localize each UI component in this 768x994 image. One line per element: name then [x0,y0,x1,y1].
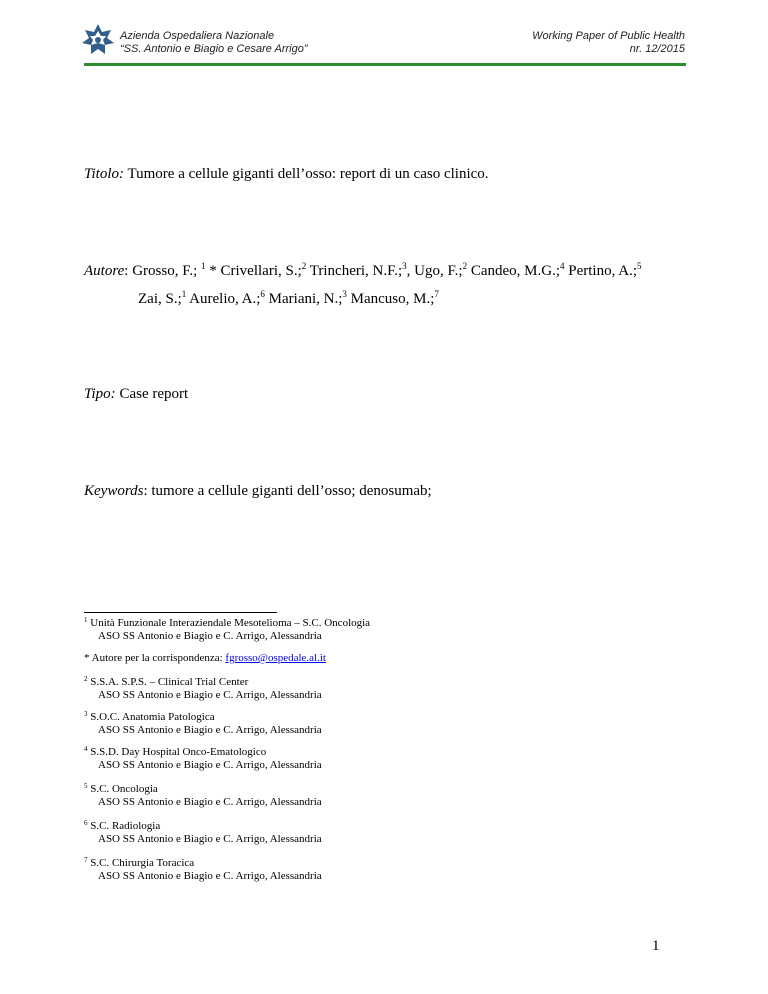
affiliation-ref: 3 [402,261,407,271]
author-text: , Ugo, F.; [406,263,463,279]
authors-label: Autore [84,263,125,279]
footnote-unit: Unità Funzionale Interaziendale Mesotelioma – S.C. Oncologia [87,617,371,629]
series-name: Working Paper of Public Health [532,30,685,42]
footnote-number: 3 [84,710,88,718]
series-number: nr. 12/2015 [629,43,685,55]
affiliation-ref: 2 [462,261,468,271]
author-text: Zai, S.; [138,291,182,307]
footnote-number: 5 [84,782,88,790]
keywords-label: Keywords [84,483,144,499]
footnote-unit: S.C. Radiologia [87,820,161,832]
footnote-number: 2 [84,675,88,683]
header-series [532,30,685,56]
footnote-7 [84,857,322,883]
footnote-4 [84,746,322,772]
footnote-institution: ASO SS Antonio e Biagio e C. Arrigo, Alessandria [98,724,322,736]
footnote-institution: ASO SS Antonio e Biagio e C. Arrigo, Alessandria [98,689,322,701]
affiliation-ref: 5 [637,261,642,271]
footnote-unit: S.C. Oncologia [87,783,158,795]
corresponding-label: * Autore per la corrispondenza: [84,652,226,664]
author-text: * Crivellari, S.; [205,263,302,279]
title-label: Titolo: [84,166,125,182]
footnote-number: 7 [84,856,88,864]
keywords-text: : tumore a cellule giganti dell’osso; denosumab; [143,483,432,499]
author-text: Trincheri, N.F.; [306,263,403,279]
footnote-number: 1 [84,616,88,624]
footnote-1 [84,617,370,643]
footnote-institution: ASO SS Antonio e Biagio e C. Arrigo, Alessandria [98,796,322,808]
type-label: Tipo: [84,386,116,402]
author-text: Aurelio, A.; [186,291,261,307]
author-text: Mariani, N.; [264,291,343,307]
affiliation-ref: 2 [301,261,307,271]
footnote-unit: S.S.D. Day Hospital Onco-Ematologico [87,746,267,758]
author-text: Pertino, A.; [564,263,638,279]
affiliation-ref: 4 [560,261,565,271]
footnote-2 [84,676,322,702]
institution-name: Azienda Ospedaliera Nazionale [120,30,275,42]
header-institution [120,30,308,56]
footnote-3 [84,711,322,737]
corresponding-author [84,652,326,665]
affiliation-ref: 1 [181,289,187,299]
footnote-unit: S.C. Chirurgia Toracica [87,857,195,869]
footnote-institution: ASO SS Antonio e Biagio e C. Arrigo, Alessandria [98,870,322,882]
author-text: Mancuso, M.; [346,291,435,307]
institution-subtitle: “SS. Antonio e Biagio e Cesare Arrigo” [120,43,308,55]
corresponding-email-link[interactable]: fgrosso@ospedale.al.it [225,652,326,664]
footnote-separator [84,612,277,613]
title-text: Tumore a cellule giganti dell’osso: report di un caso clinico. [124,166,489,182]
authors-line-2 [138,291,439,308]
footnote-institution: ASO SS Antonio e Biagio e C. Arrigo, Alessandria [98,759,322,771]
footnote-institution: ASO SS Antonio e Biagio e C. Arrigo, Alessandria [98,630,322,642]
footnote-number: 6 [84,819,88,827]
author-text: Candeo, M.G.; [467,263,560,279]
keywords-line [84,483,432,500]
affiliation-ref: 3 [342,289,347,299]
footnote-institution: ASO SS Antonio e Biagio e C. Arrigo, Alessandria [98,833,322,845]
footnote-5 [84,783,322,809]
type-line [84,386,188,403]
title-line [84,166,489,183]
page-number: 1 [652,938,660,954]
footnote-number: 4 [84,745,88,753]
footnote-6 [84,820,322,846]
footnote-unit: S.O.C. Anatomia Patologica [87,711,215,723]
affiliation-ref: 7 [434,289,439,299]
hospital-logo [80,22,116,58]
authors-line-1 [84,263,642,280]
footnote-unit: S.S.A. S.P.S. – Clinical Trial Center [87,676,249,688]
affiliation-ref: 6 [260,289,265,299]
type-text: Case report [115,386,189,402]
affiliation-ref: 1 [201,261,206,271]
author-text: : Grosso, F.; [124,263,202,279]
header-rule [84,63,686,66]
